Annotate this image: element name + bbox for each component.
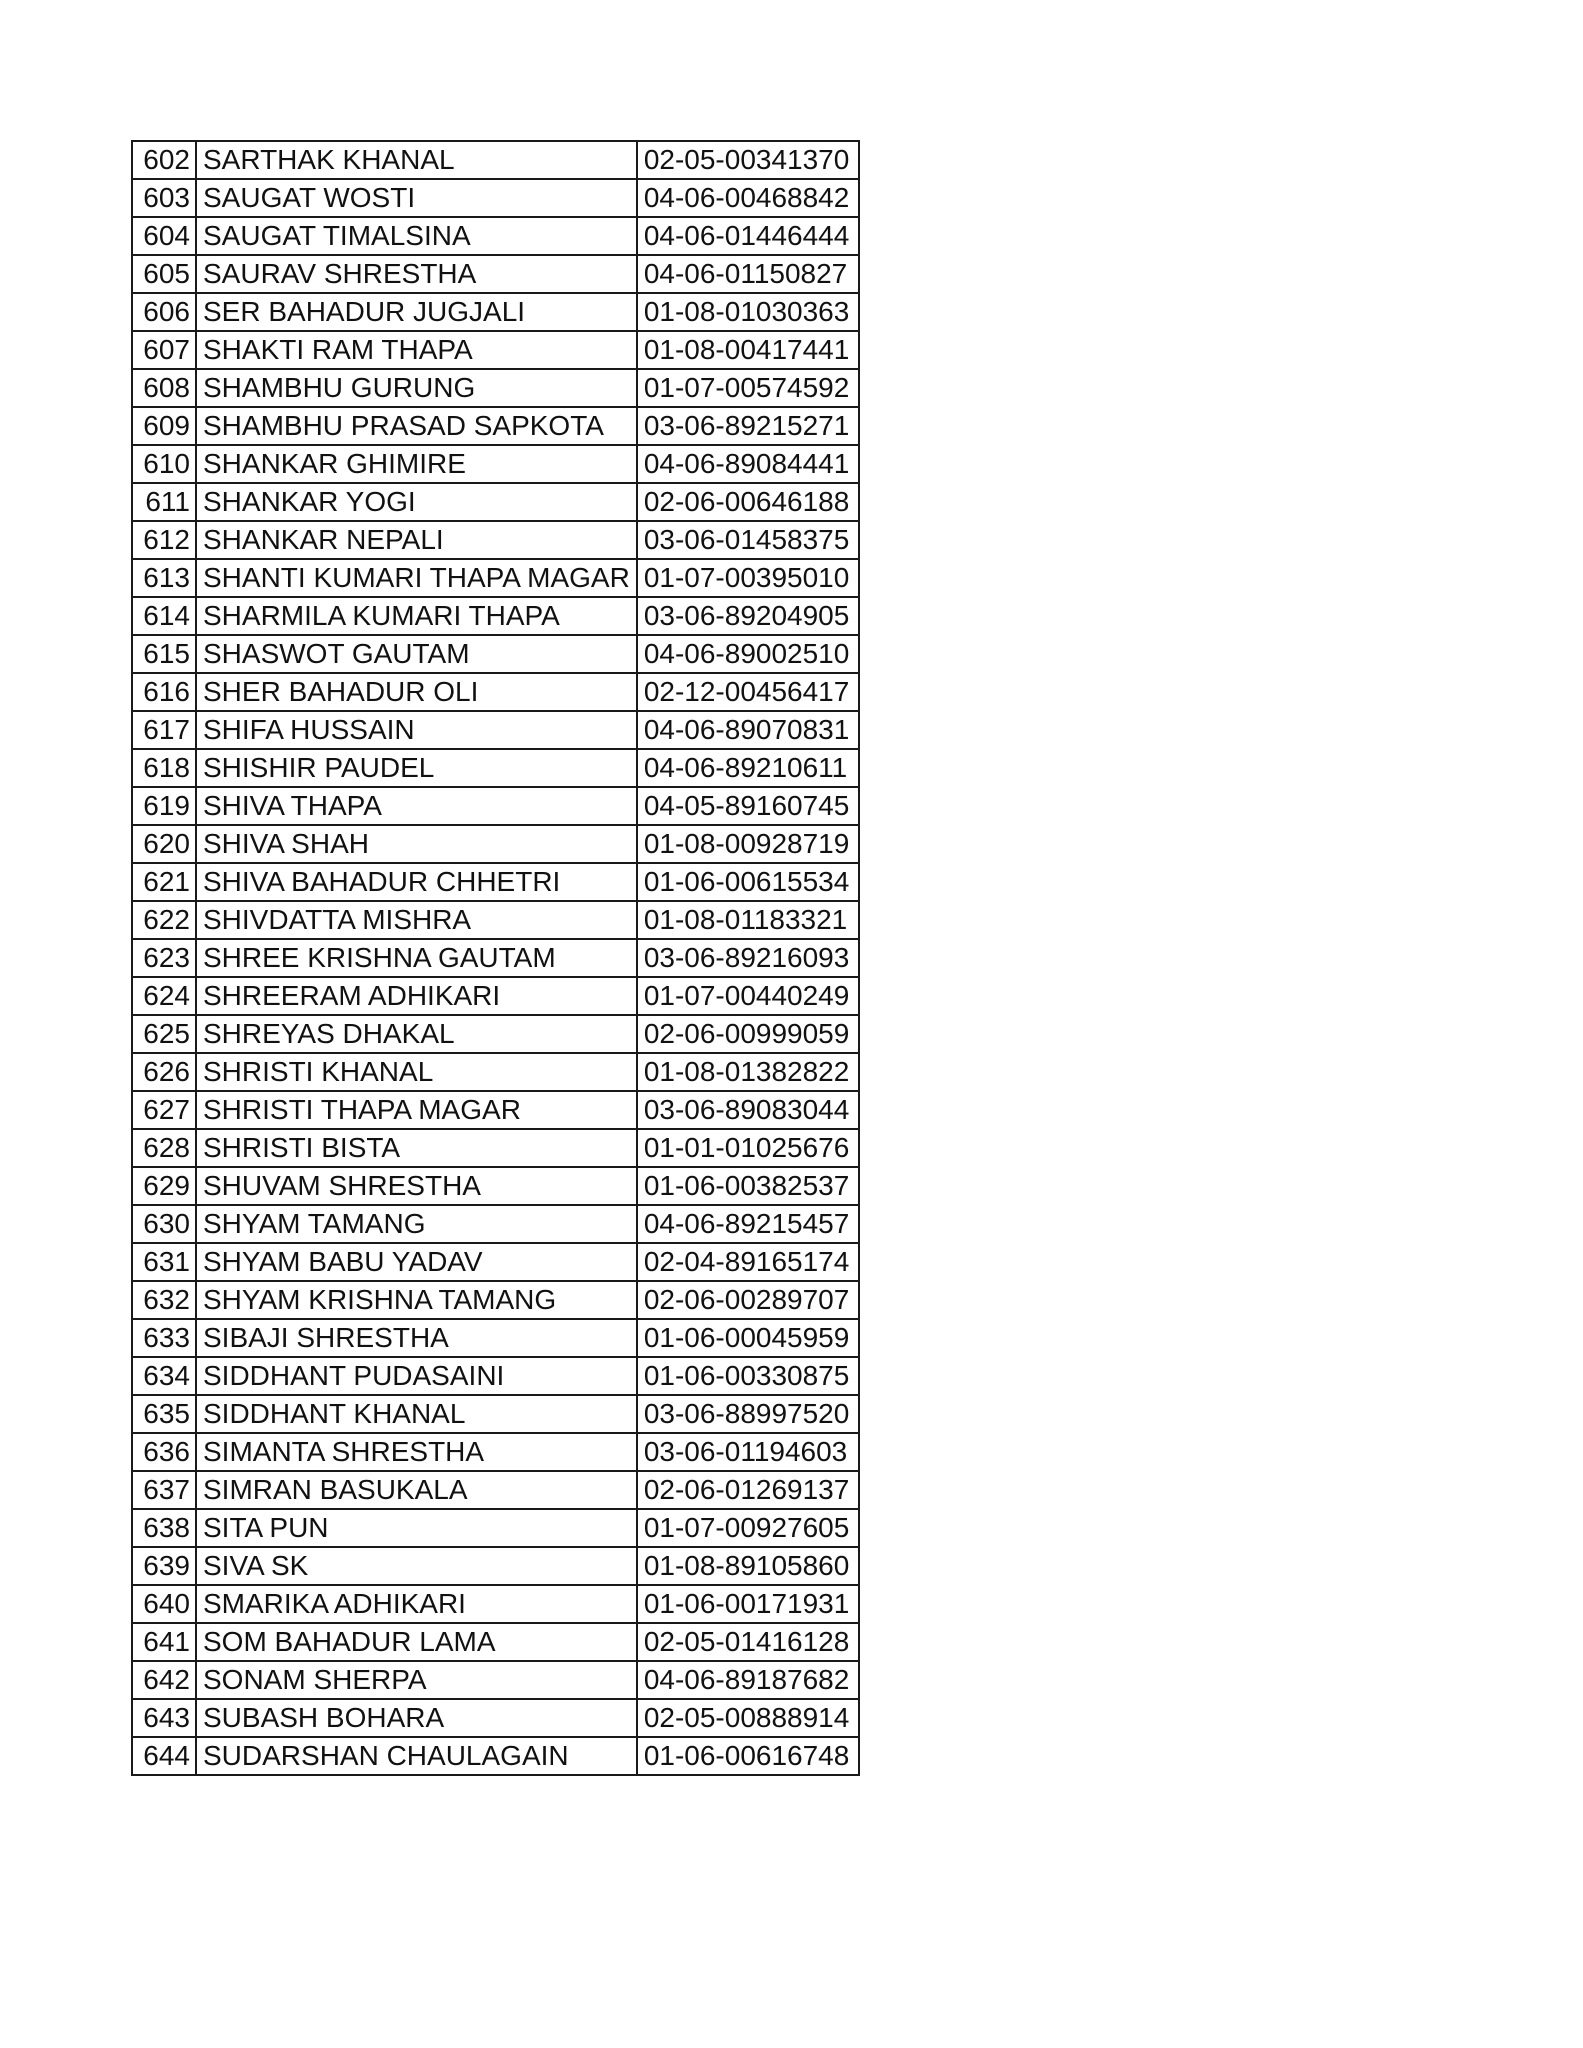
serial-number-cell: 609 <box>132 407 196 445</box>
serial-number-cell: 616 <box>132 673 196 711</box>
serial-number-cell: 608 <box>132 369 196 407</box>
serial-number-cell: 636 <box>132 1433 196 1471</box>
table-row <box>132 1357 859 1395</box>
table-row <box>132 1433 859 1471</box>
name-cell: SONAM SHERPA <box>196 1661 637 1699</box>
table-row <box>132 483 859 521</box>
table-row <box>132 1243 859 1281</box>
serial-number-cell: 642 <box>132 1661 196 1699</box>
serial-number-cell: 630 <box>132 1205 196 1243</box>
id-number-cell: 04-06-89210611 <box>637 749 859 787</box>
id-number-cell: 04-06-00468842 <box>637 179 859 217</box>
serial-number-cell: 615 <box>132 635 196 673</box>
id-number-cell: 04-06-01150827 <box>637 255 859 293</box>
name-cell: SHREE KRISHNA GAUTAM <box>196 939 637 977</box>
name-cell: SHANTI KUMARI THAPA MAGAR <box>196 559 637 597</box>
name-cell: SHANKAR GHIMIRE <box>196 445 637 483</box>
name-cell: SITA PUN <box>196 1509 637 1547</box>
serial-number-cell: 621 <box>132 863 196 901</box>
serial-number-cell: 644 <box>132 1737 196 1775</box>
name-cell: SHASWOT GAUTAM <box>196 635 637 673</box>
table-row <box>132 901 859 939</box>
serial-number-cell: 626 <box>132 1053 196 1091</box>
table-row <box>132 635 859 673</box>
id-number-cell: 01-06-00616748 <box>637 1737 859 1775</box>
table-row <box>132 1281 859 1319</box>
serial-number-cell: 622 <box>132 901 196 939</box>
name-cell: SHRISTI KHANAL <box>196 1053 637 1091</box>
table-row <box>132 711 859 749</box>
name-cell: SHISHIR PAUDEL <box>196 749 637 787</box>
name-cell: SHYAM TAMANG <box>196 1205 637 1243</box>
name-cell: SARTHAK KHANAL <box>196 141 637 179</box>
table-row <box>132 445 859 483</box>
table-row <box>132 749 859 787</box>
table-row <box>132 1319 859 1357</box>
serial-number-cell: 640 <box>132 1585 196 1623</box>
id-number-cell: 03-06-89083044 <box>637 1091 859 1129</box>
serial-number-cell: 610 <box>132 445 196 483</box>
table-row <box>132 521 859 559</box>
table-row <box>132 1547 859 1585</box>
id-number-cell: 01-07-00395010 <box>637 559 859 597</box>
id-number-cell: 01-07-00574592 <box>637 369 859 407</box>
id-number-cell: 01-08-01030363 <box>637 293 859 331</box>
id-number-cell: 01-08-89105860 <box>637 1547 859 1585</box>
table-row <box>132 1053 859 1091</box>
id-number-cell: 01-01-01025676 <box>637 1129 859 1167</box>
name-cell: SHYAM KRISHNA TAMANG <box>196 1281 637 1319</box>
id-number-cell: 02-12-00456417 <box>637 673 859 711</box>
id-number-cell: 03-06-88997520 <box>637 1395 859 1433</box>
serial-number-cell: 628 <box>132 1129 196 1167</box>
serial-number-cell: 635 <box>132 1395 196 1433</box>
serial-number-cell: 637 <box>132 1471 196 1509</box>
id-number-cell: 03-06-89204905 <box>637 597 859 635</box>
id-number-cell: 01-08-00417441 <box>637 331 859 369</box>
name-cell: SHAMBHU PRASAD SAPKOTA <box>196 407 637 445</box>
name-cell: SHUVAM SHRESTHA <box>196 1167 637 1205</box>
name-list-table <box>131 140 860 1776</box>
table-row <box>132 1623 859 1661</box>
serial-number-cell: 613 <box>132 559 196 597</box>
id-number-cell: 03-06-89216093 <box>637 939 859 977</box>
table-row <box>132 141 859 179</box>
table-row <box>132 863 859 901</box>
id-number-cell: 02-06-01269137 <box>637 1471 859 1509</box>
id-number-cell: 02-06-00999059 <box>637 1015 859 1053</box>
name-cell: SHREYAS DHAKAL <box>196 1015 637 1053</box>
table-row <box>132 1471 859 1509</box>
name-cell: SHRISTI BISTA <box>196 1129 637 1167</box>
serial-number-cell: 603 <box>132 179 196 217</box>
serial-number-cell: 619 <box>132 787 196 825</box>
id-number-cell: 04-06-89002510 <box>637 635 859 673</box>
name-cell: SOM BAHADUR LAMA <box>196 1623 637 1661</box>
id-number-cell: 01-08-01382822 <box>637 1053 859 1091</box>
serial-number-cell: 624 <box>132 977 196 1015</box>
table-row <box>132 331 859 369</box>
id-number-cell: 04-06-01446444 <box>637 217 859 255</box>
id-number-cell: 02-05-00341370 <box>637 141 859 179</box>
table-row <box>132 217 859 255</box>
serial-number-cell: 618 <box>132 749 196 787</box>
name-cell: SIBAJI SHRESTHA <box>196 1319 637 1357</box>
table-row <box>132 559 859 597</box>
table-row <box>132 787 859 825</box>
id-number-cell: 04-06-89084441 <box>637 445 859 483</box>
id-number-cell: 02-04-89165174 <box>637 1243 859 1281</box>
name-cell: SHYAM BABU YADAV <box>196 1243 637 1281</box>
table-row <box>132 407 859 445</box>
serial-number-cell: 604 <box>132 217 196 255</box>
table-row <box>132 597 859 635</box>
name-cell: SMARIKA ADHIKARI <box>196 1585 637 1623</box>
id-number-cell: 04-06-89215457 <box>637 1205 859 1243</box>
table-row <box>132 825 859 863</box>
serial-number-cell: 625 <box>132 1015 196 1053</box>
table-row <box>132 1509 859 1547</box>
id-number-cell: 01-07-00440249 <box>637 977 859 1015</box>
name-cell: SIVA SK <box>196 1547 637 1585</box>
name-cell: SHARMILA KUMARI THAPA <box>196 597 637 635</box>
name-cell: SAUGAT TIMALSINA <box>196 217 637 255</box>
serial-number-cell: 631 <box>132 1243 196 1281</box>
id-number-cell: 04-05-89160745 <box>637 787 859 825</box>
table-row <box>132 1091 859 1129</box>
id-number-cell: 01-08-00928719 <box>637 825 859 863</box>
name-cell: SHER BAHADUR OLI <box>196 673 637 711</box>
id-number-cell: 03-06-01194603 <box>637 1433 859 1471</box>
name-cell: SHANKAR NEPALI <box>196 521 637 559</box>
id-number-cell: 02-05-00888914 <box>637 1699 859 1737</box>
id-number-cell: 02-05-01416128 <box>637 1623 859 1661</box>
table-row <box>132 1737 859 1775</box>
name-cell: SHAKTI RAM THAPA <box>196 331 637 369</box>
name-cell: SHANKAR YOGI <box>196 483 637 521</box>
serial-number-cell: 606 <box>132 293 196 331</box>
serial-number-cell: 627 <box>132 1091 196 1129</box>
name-cell: SHIVA SHAH <box>196 825 637 863</box>
id-number-cell: 03-06-89215271 <box>637 407 859 445</box>
name-cell: SHAMBHU GURUNG <box>196 369 637 407</box>
serial-number-cell: 617 <box>132 711 196 749</box>
table-row <box>132 939 859 977</box>
id-number-cell: 03-06-01458375 <box>637 521 859 559</box>
id-number-cell: 01-08-01183321 <box>637 901 859 939</box>
table-row <box>132 673 859 711</box>
name-cell: SAUGAT WOSTI <box>196 179 637 217</box>
serial-number-cell: 643 <box>132 1699 196 1737</box>
serial-number-cell: 638 <box>132 1509 196 1547</box>
table-row <box>132 1129 859 1167</box>
id-number-cell: 01-06-00330875 <box>637 1357 859 1395</box>
serial-number-cell: 634 <box>132 1357 196 1395</box>
id-number-cell: 01-07-00927605 <box>637 1509 859 1547</box>
name-cell: SHIFA HUSSAIN <box>196 711 637 749</box>
serial-number-cell: 611 <box>132 483 196 521</box>
name-cell: SHREERAM ADHIKARI <box>196 977 637 1015</box>
id-number-cell: 01-06-00615534 <box>637 863 859 901</box>
table-row <box>132 1205 859 1243</box>
id-number-cell: 01-06-00045959 <box>637 1319 859 1357</box>
table-row <box>132 1167 859 1205</box>
serial-number-cell: 632 <box>132 1281 196 1319</box>
name-cell: SAURAV SHRESTHA <box>196 255 637 293</box>
table-row <box>132 255 859 293</box>
table-row <box>132 293 859 331</box>
serial-number-cell: 623 <box>132 939 196 977</box>
name-cell: SHIVA THAPA <box>196 787 637 825</box>
serial-number-cell: 639 <box>132 1547 196 1585</box>
table-row <box>132 1395 859 1433</box>
name-cell: SIMANTA SHRESTHA <box>196 1433 637 1471</box>
serial-number-cell: 607 <box>132 331 196 369</box>
id-number-cell: 04-06-89070831 <box>637 711 859 749</box>
id-number-cell: 02-06-00289707 <box>637 1281 859 1319</box>
name-cell: SIDDHANT KHANAL <box>196 1395 637 1433</box>
serial-number-cell: 605 <box>132 255 196 293</box>
serial-number-cell: 633 <box>132 1319 196 1357</box>
name-cell: SUBASH BOHARA <box>196 1699 637 1737</box>
serial-number-cell: 641 <box>132 1623 196 1661</box>
name-cell: SIDDHANT PUDASAINI <box>196 1357 637 1395</box>
name-cell: SUDARSHAN CHAULAGAIN <box>196 1737 637 1775</box>
table-row <box>132 1661 859 1699</box>
id-number-cell: 04-06-89187682 <box>637 1661 859 1699</box>
table-row <box>132 369 859 407</box>
table-body <box>132 141 859 1775</box>
table-row <box>132 1699 859 1737</box>
id-number-cell: 01-06-00382537 <box>637 1167 859 1205</box>
name-cell: SHRISTI THAPA MAGAR <box>196 1091 637 1129</box>
table-row <box>132 1015 859 1053</box>
serial-number-cell: 612 <box>132 521 196 559</box>
serial-number-cell: 602 <box>132 141 196 179</box>
id-number-cell: 02-06-00646188 <box>637 483 859 521</box>
name-cell: SIMRAN BASUKALA <box>196 1471 637 1509</box>
name-cell: SHIVA BAHADUR CHHETRI <box>196 863 637 901</box>
serial-number-cell: 614 <box>132 597 196 635</box>
serial-number-cell: 620 <box>132 825 196 863</box>
serial-number-cell: 629 <box>132 1167 196 1205</box>
id-number-cell: 01-06-00171931 <box>637 1585 859 1623</box>
table-row <box>132 1585 859 1623</box>
name-cell: SER BAHADUR JUGJALI <box>196 293 637 331</box>
table-row <box>132 179 859 217</box>
table-row <box>132 977 859 1015</box>
name-cell: SHIVDATTA MISHRA <box>196 901 637 939</box>
